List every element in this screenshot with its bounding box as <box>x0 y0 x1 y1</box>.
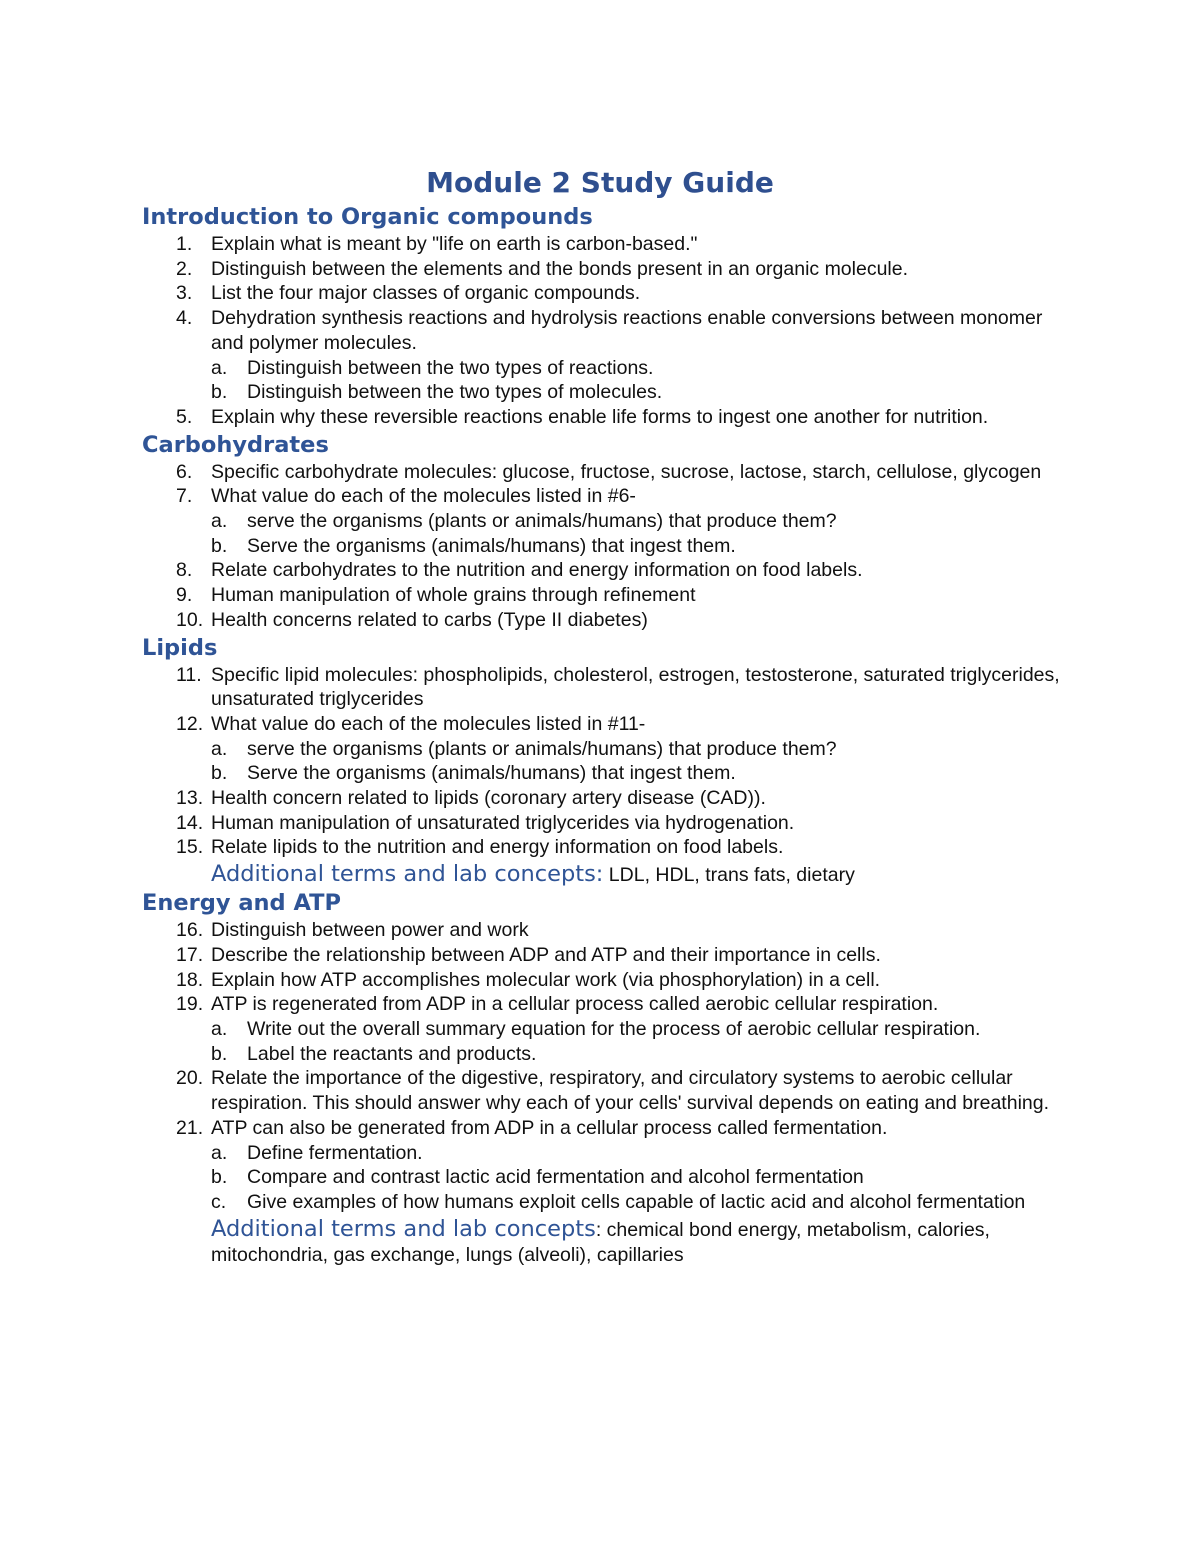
section-heading-lipids: Lipids <box>142 634 218 661</box>
list-item <box>142 811 1072 836</box>
list-item <box>142 608 1072 633</box>
list-item <box>142 1066 1072 1115</box>
additional-terms <box>142 1215 1072 1268</box>
list-item <box>142 306 1072 355</box>
item-letter: a. <box>211 356 228 379</box>
list-item <box>142 968 1072 993</box>
list-item <box>142 943 1072 968</box>
item-number: 17. <box>176 943 204 966</box>
item-text: Serve the organisms (animals/humans) that ingest them. <box>247 534 736 557</box>
list-item <box>142 663 1072 712</box>
item-number: 5. <box>176 405 193 428</box>
item-letter: a. <box>211 1141 228 1164</box>
list-item <box>142 918 1072 943</box>
item-letter: c. <box>211 1190 227 1213</box>
item-letter: b. <box>211 1042 228 1065</box>
sub-list-item <box>142 534 1072 559</box>
section-heading-energy-atp: Energy and ATP <box>142 890 341 917</box>
additional-terms-label: Additional terms and lab concepts: <box>211 861 604 888</box>
item-text: Relate the importance of the digestive, respiratory, and circulatory systems to aerobic cellular respiration. This should answer why each of your cells' survival depends on eating and breathing. <box>211 1067 1050 1115</box>
sub-list-item <box>142 1165 1072 1190</box>
item-number: 20. <box>176 1067 204 1090</box>
sub-list-item <box>142 1042 1072 1067</box>
item-number: 1. <box>176 233 193 255</box>
sub-list-item <box>142 380 1072 405</box>
additional-terms-text: LDL, HDL, trans fats, dietary <box>603 864 855 887</box>
item-number: 11. <box>176 663 202 686</box>
item-text: Dehydration synthesis reactions and hydrolysis reactions enable conversions between monomer and polymer molecules. <box>211 307 1043 354</box>
additional-terms-text: : chemical bond energy, metabolism, calories, mitochondria, gas exchange, lungs (alveoli), capillaries <box>211 1218 990 1266</box>
item-text: Label the reactants and products. <box>247 1042 537 1065</box>
list-item <box>142 558 1072 583</box>
sub-list-item <box>142 737 1072 762</box>
item-text: Health concerns related to carbs (Type II diabetes) <box>211 608 648 631</box>
item-text: Distinguish between the elements and the bonds present in an organic molecule. <box>211 257 909 280</box>
sub-list-item <box>142 761 1072 786</box>
list-item <box>142 992 1072 1017</box>
item-text: Explain how ATP accomplishes molecular work (via phosphorylation) in a cell. <box>211 968 881 991</box>
item-number: 8. <box>176 559 193 582</box>
item-number: 15. <box>176 836 204 859</box>
item-text: Explain what is meant by "life on earth is carbon-based." <box>211 233 698 255</box>
item-text: Relate lipids to the nutrition and energy information on food labels. <box>211 836 784 859</box>
item-text: Distinguish between the two types of molecules. <box>247 381 663 404</box>
item-number: 3. <box>176 282 193 305</box>
item-number: 12. <box>176 712 204 735</box>
item-letter: b. <box>211 762 228 785</box>
list-item <box>142 786 1072 811</box>
item-letter: a. <box>211 510 228 533</box>
sub-list-item <box>142 1017 1072 1042</box>
sub-list-item <box>142 1190 1072 1215</box>
item-text: Specific lipid molecules: phospholipids, cholesterol, estrogen, testosterone, saturated triglycerides, unsaturated triglycerides <box>211 663 1060 711</box>
item-text: ATP can also be generated from ADP in a cellular process called fermentation. <box>211 1116 888 1139</box>
item-number: 4. <box>176 307 193 330</box>
item-number: 14. <box>176 811 204 834</box>
item-number: 19. <box>176 993 204 1016</box>
list-item <box>142 257 1072 282</box>
item-text: Serve the organisms (animals/humans) that ingest them. <box>247 762 736 785</box>
item-number: 10. <box>176 608 204 631</box>
item-number: 18. <box>176 968 204 991</box>
item-text: Describe the relationship between ADP and ATP and their importance in cells. <box>211 943 881 966</box>
item-number: 21. <box>176 1116 204 1139</box>
item-text: What value do each of the molecules listed in #11- <box>211 712 646 735</box>
list-item <box>142 405 1072 430</box>
list-item <box>142 232 1072 257</box>
item-text: Write out the overall summary equation for the process of aerobic cellular respiration. <box>247 1017 981 1040</box>
item-number: 6. <box>176 460 193 483</box>
sub-list-item <box>142 1141 1072 1166</box>
item-number: 16. <box>176 919 204 942</box>
item-text: Define fermentation. <box>247 1141 423 1164</box>
list-item <box>142 281 1072 306</box>
item-number: 7. <box>176 485 193 508</box>
additional-terms <box>142 860 1072 888</box>
item-letter: b. <box>211 534 228 557</box>
item-letter: b. <box>211 381 228 404</box>
item-text: Distinguish between the two types of reactions. <box>247 356 654 379</box>
item-text: List the four major classes of organic compounds. <box>211 282 641 305</box>
sub-list-item <box>142 356 1072 381</box>
list-item <box>142 460 1072 485</box>
item-text: Give examples of how humans exploit cells capable of lactic acid and alcohol fermentation <box>247 1190 1026 1213</box>
list-item <box>142 583 1072 608</box>
item-text: What value do each of the molecules listed in #6- <box>211 485 636 508</box>
item-text: Human manipulation of whole grains through refinement <box>211 584 696 607</box>
item-letter: b. <box>211 1166 228 1189</box>
item-text: Specific carbohydrate molecules: glucose, fructose, sucrose, lactose, starch, cellulose, glycogen <box>211 460 1042 483</box>
item-text: Relate carbohydrates to the nutrition and energy information on food labels. <box>211 559 863 582</box>
item-text: Health concern related to lipids (coronary artery disease (CAD)). <box>211 787 766 810</box>
item-letter: a. <box>211 1017 228 1040</box>
item-text: Distinguish between power and work <box>211 919 529 942</box>
document-content <box>142 164 1072 1268</box>
additional-terms-label: Additional terms and lab concepts <box>211 1215 596 1242</box>
page-title: Module 2 Study Guide <box>426 166 774 199</box>
item-text: Human manipulation of unsaturated triglycerides via hydrogenation. <box>211 811 795 834</box>
item-text: serve the organisms (plants or animals/humans) that produce them? <box>247 737 837 760</box>
item-number: 2. <box>176 257 193 280</box>
list-item <box>142 1116 1072 1141</box>
item-text: serve the organisms (plants or animals/humans) that produce them? <box>247 510 837 533</box>
list-item <box>142 712 1072 737</box>
section-heading-intro: Introduction to Organic compounds <box>142 204 593 230</box>
item-text: Compare and contrast lactic acid fermentation and alcohol fermentation <box>247 1166 864 1189</box>
sub-list-item <box>142 509 1072 534</box>
section-heading-carbohydrates: Carbohydrates <box>142 431 329 458</box>
item-text: ATP is regenerated from ADP in a cellular process called aerobic cellular respiration. <box>211 993 939 1016</box>
item-text: Explain why these reversible reactions enable life forms to ingest one another for nutrition. <box>211 405 989 428</box>
item-number: 9. <box>176 584 193 607</box>
item-number: 13. <box>176 787 204 810</box>
list-item <box>142 484 1072 509</box>
list-item <box>142 835 1072 860</box>
item-letter: a. <box>211 737 228 760</box>
